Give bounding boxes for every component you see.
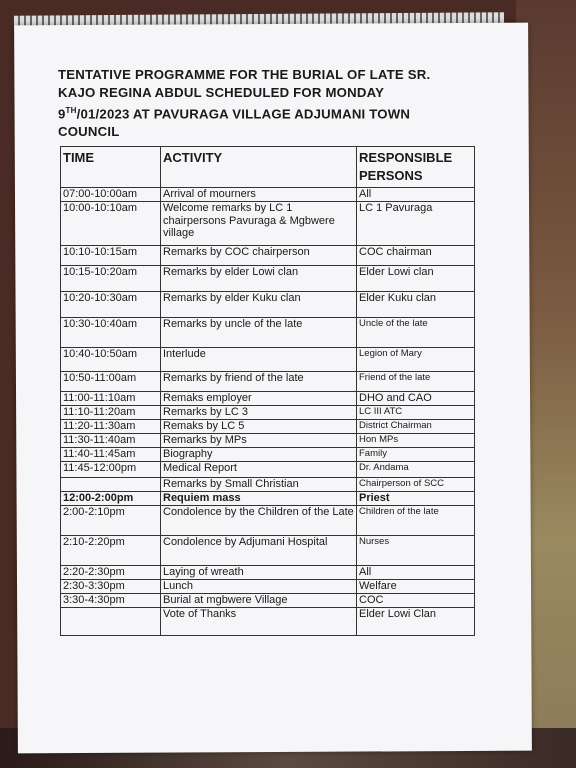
cell-time bbox=[61, 478, 161, 492]
cell-activity: Laying of wreath bbox=[161, 566, 357, 580]
cell-activity: Remarks by COC chairperson bbox=[161, 246, 357, 266]
cell-activity: Remaks by LC 5 bbox=[161, 420, 357, 434]
table-row bbox=[61, 580, 475, 594]
table-row bbox=[61, 506, 475, 536]
cell-time: 10:15-10:20am bbox=[61, 266, 161, 292]
cell-time: 10:40-10:50am bbox=[61, 348, 161, 372]
table-row bbox=[61, 392, 475, 406]
cell-responsible: All bbox=[357, 566, 475, 580]
cell-responsible: Priest bbox=[357, 492, 475, 506]
cell-time: 10:00-10:10am bbox=[61, 202, 161, 246]
table-row bbox=[61, 318, 475, 348]
table-row bbox=[61, 448, 475, 462]
cell-responsible: Chairperson of SCC bbox=[357, 478, 475, 492]
cell-responsible: Legion of Mary bbox=[357, 348, 475, 372]
programme-table bbox=[60, 146, 475, 636]
cell-responsible: Welfare bbox=[357, 580, 475, 594]
table-row bbox=[61, 462, 475, 478]
cell-activity: Remarks by uncle of the late bbox=[161, 318, 357, 348]
table-row bbox=[61, 406, 475, 420]
cell-time: 2:20-2:30pm bbox=[61, 566, 161, 580]
cell-responsible: Nurses bbox=[357, 536, 475, 566]
cell-responsible: LC 1 Pavuraga bbox=[357, 202, 475, 246]
cell-time: 10:30-10:40am bbox=[61, 318, 161, 348]
header-time: TIME bbox=[61, 147, 161, 188]
table-row bbox=[61, 292, 475, 318]
cell-time: 11:30-11:40am bbox=[61, 434, 161, 448]
cell-time: 11:45-12:00pm bbox=[61, 462, 161, 478]
cell-activity: Biography bbox=[161, 448, 357, 462]
cell-responsible: COC bbox=[357, 594, 475, 608]
cell-responsible: Dr. Andama bbox=[357, 462, 475, 478]
cell-activity: Interlude bbox=[161, 348, 357, 372]
cell-responsible: Family bbox=[357, 448, 475, 462]
cell-responsible: Elder Lowi clan bbox=[357, 266, 475, 292]
table-row bbox=[61, 420, 475, 434]
table-body bbox=[61, 188, 475, 636]
cell-responsible: All bbox=[357, 188, 475, 202]
table-row bbox=[61, 188, 475, 202]
cell-time: 12:00-2:00pm bbox=[61, 492, 161, 506]
cell-responsible: Elder Lowi Clan bbox=[357, 608, 475, 636]
cell-responsible: COC chairman bbox=[357, 246, 475, 266]
table-row bbox=[61, 566, 475, 580]
header-responsible: RESPONSIBLE PERSONS bbox=[357, 147, 475, 188]
cell-responsible: Elder Kuku clan bbox=[357, 292, 475, 318]
table-row bbox=[61, 608, 475, 636]
cell-responsible: DHO and CAO bbox=[357, 392, 475, 406]
cell-time: 2:30-3:30pm bbox=[61, 580, 161, 594]
table-row bbox=[61, 202, 475, 246]
cell-time: 2:00-2:10pm bbox=[61, 506, 161, 536]
cell-time: 10:20-10:30am bbox=[61, 292, 161, 318]
cell-time: 07:00-10:00am bbox=[61, 188, 161, 202]
cell-activity: Remaks employer bbox=[161, 392, 357, 406]
cell-activity: Arrival of mourners bbox=[161, 188, 357, 202]
cell-time: 10:50-11:00am bbox=[61, 372, 161, 392]
cell-time: 11:10-11:20am bbox=[61, 406, 161, 420]
cell-responsible: LC III ATC bbox=[357, 406, 475, 420]
title-date-day: 9 bbox=[58, 106, 66, 122]
table-row bbox=[61, 492, 475, 506]
cell-time: 3:30-4:30pm bbox=[61, 594, 161, 608]
table-row bbox=[61, 372, 475, 392]
cell-activity: Vote of Thanks bbox=[161, 608, 357, 636]
cell-activity: Welcome remarks by LC 1 chairpersons Pavuraga & Mgbwere village bbox=[161, 202, 357, 246]
cell-time: 11:40-11:45am bbox=[61, 448, 161, 462]
table-row bbox=[61, 478, 475, 492]
table-row bbox=[61, 594, 475, 608]
cell-responsible: Friend of the late bbox=[357, 372, 475, 392]
cell-activity: Remarks by LC 3 bbox=[161, 406, 357, 420]
table-row bbox=[61, 348, 475, 372]
title-line-1: TENTATIVE PROGRAMME FOR THE BURIAL OF LATE SR. bbox=[58, 67, 431, 82]
title-line-4: COUNCIL bbox=[58, 124, 120, 140]
cell-activity: Remarks by elder Kuku clan bbox=[161, 292, 357, 318]
document-title bbox=[58, 66, 478, 141]
table-row bbox=[61, 266, 475, 292]
header-activity: ACTIVITY bbox=[161, 147, 357, 188]
cell-activity: Remarks by MPs bbox=[161, 434, 357, 448]
table-row bbox=[61, 536, 475, 566]
cell-activity: Remarks by Small Christian bbox=[161, 478, 357, 492]
cell-activity: Condolence by the Children of the Late bbox=[161, 506, 357, 536]
title-date-suffix: TH bbox=[65, 106, 77, 115]
cell-time: 2:10-2:20pm bbox=[61, 536, 161, 566]
cell-responsible: District Chairman bbox=[357, 420, 475, 434]
cell-time: 11:00-11:10am bbox=[61, 392, 161, 406]
cell-activity: Lunch bbox=[161, 580, 357, 594]
cell-activity: Requiem mass bbox=[161, 492, 357, 506]
table-header-row bbox=[61, 147, 475, 188]
cell-activity: Burial at mgbwere Village bbox=[161, 594, 357, 608]
cell-activity: Medical Report bbox=[161, 462, 357, 478]
title-line-3: /01/2023 AT PAVURAGA VILLAGE ADJUMANI TOWN bbox=[76, 106, 411, 122]
title-line-2: KAJO REGINA ABDUL SCHEDULED FOR MONDAY bbox=[58, 85, 385, 100]
cell-activity: Condolence by Adjumani Hospital bbox=[161, 536, 357, 566]
cell-responsible: Uncle of the late bbox=[357, 318, 475, 348]
cell-time: 10:10-10:15am bbox=[61, 246, 161, 266]
table-row bbox=[61, 246, 475, 266]
cell-activity: Remarks by friend of the late bbox=[161, 372, 357, 392]
cell-time bbox=[61, 608, 161, 636]
cell-responsible: Hon MPs bbox=[357, 434, 475, 448]
table-row bbox=[61, 434, 475, 448]
cell-activity: Remarks by elder Lowi clan bbox=[161, 266, 357, 292]
cell-time: 11:20-11:30am bbox=[61, 420, 161, 434]
cell-responsible: Children of the late bbox=[357, 506, 475, 536]
